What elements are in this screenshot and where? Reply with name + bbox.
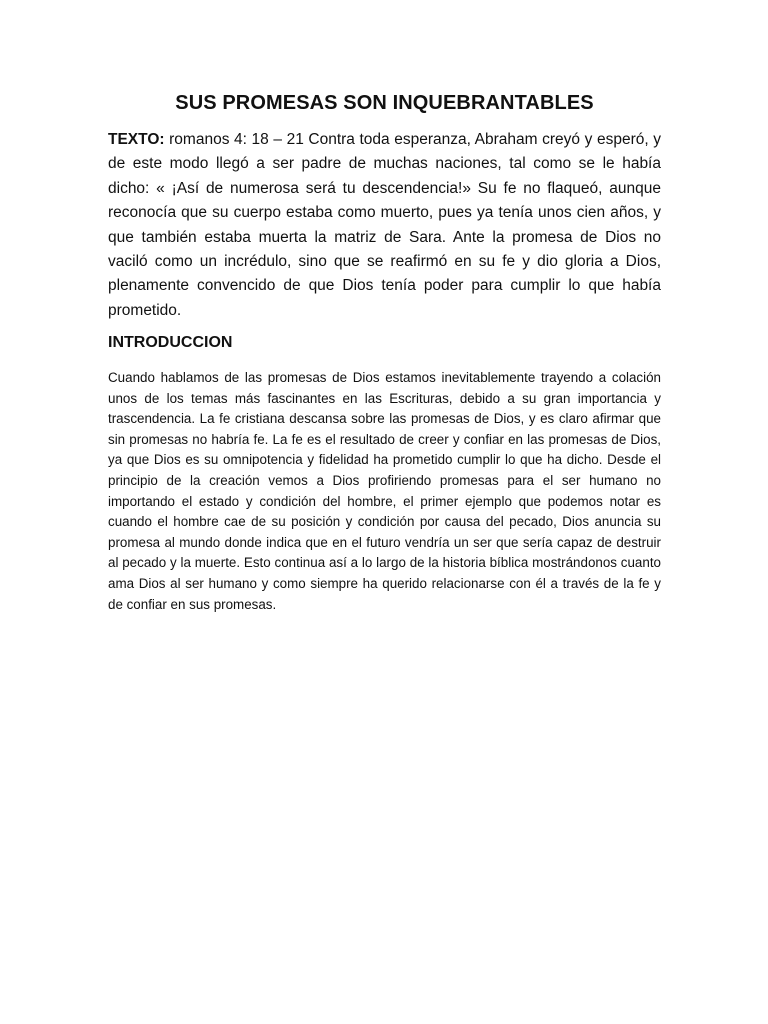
texto-label: TEXTO: — [108, 131, 165, 148]
introduccion-heading: INTRODUCCION — [108, 334, 233, 351]
texto-body: romanos 4: 18 – 21 Contra toda esperanza, Abraham creyó y esperó, y de este modo llegó a ser padre de muchas naciones, tal como se le había dicho: « ¡Así de numerosa será tu descendencia!» Su fe no flaqueó, aunque reconocía que su cuerpo estaba como muerto, pues ya tenía unos cien años, y que también estaba muerta la matriz de Sara. Ante la promesa de Dios no vaciló como un incrédulo, sino que se reafirmó en su fe y dio gloria a Dios, plenamente convencido de que Dios tenía poder para cumplir lo que había prometido. — [108, 131, 661, 319]
texto-paragraph — [108, 128, 661, 323]
introduccion-paragraph: Cuando hablamos de las promesas de Dios estamos inevitablemente trayendo a colación unos de los temas más fascinantes en las Escrituras, debido a su gran importancia y trascendencia. La fe cristiana descansa sobre las promesas de Dios, y es claro afirmar que sin promesas no habría fe. La fe es el resultado de creer y confiar en las promesas de Dios, ya que Dios es su omnipotencia y fidelidad ha prometido cumplir lo que ha dicho. Desde el principio de la creación vemos a Dios profiriendo promesas para el ser humano no importando el estado y condición del hombre, el primer ejemplo que podemos notar es cuando el hombre cae de su posición y condición por causa del pecado, Dios anuncia su promesa al mundo donde indica que en el futuro vendría un ser que sería capaz de destruir al pecado y la muerte. Esto continua así a lo largo de la historia bíblica mostrándonos cuanto ama Dios al ser humano y como siempre ha querido relacionarse con él a través de la fe y de confiar en sus promesas. — [108, 370, 661, 612]
document-title: SUS PROMESAS SON INQUEBRANTABLES — [175, 92, 594, 114]
